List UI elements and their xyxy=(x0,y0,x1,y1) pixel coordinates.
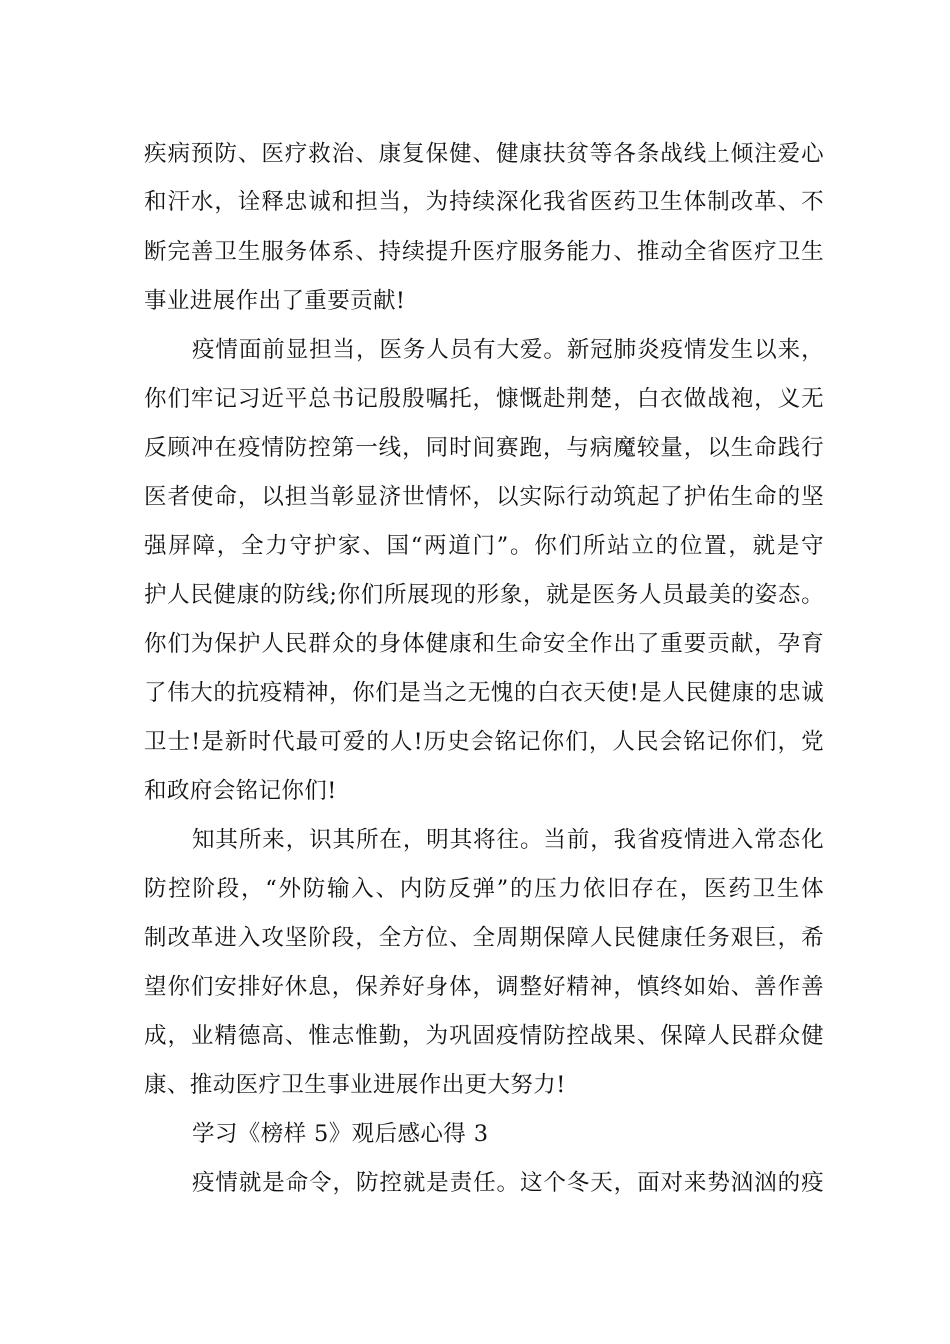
paragraph-line: 和汗水，诠释忠诚和担当，为持续深化我省医药卫生体制改革、不 xyxy=(144,189,824,215)
paragraph-line: 康、推动医疗卫生事业进展作出更大努力! xyxy=(144,1072,566,1098)
paragraph-line: 成，业精德高、惟志惟勤，为巩固疫情防控战果、保障人民群众健 xyxy=(144,1023,824,1049)
paragraph-line: 制改革进入攻坚阶段，全方位、全周期保障人民健康任务艰巨，希 xyxy=(144,925,824,951)
paragraph-line: 防控阶段，“外防输入、内防反弹”的压力依旧存在，医药卫生体 xyxy=(144,876,824,902)
paragraph-line: 卫士!是新时代最可爱的人!历史会铭记你们，人民会铭记你们，党 xyxy=(144,729,824,755)
paragraph-line: 知其所来，识其所在，明其将往。当前，我省疫情进入常态化 xyxy=(192,827,824,853)
paragraph-line: 望你们安排好休息，保养好身体，调整好精神，慎终如始、善作善 xyxy=(144,974,824,1000)
paragraph-line: 医者使命，以担当彰显济世情怀，以实际行动筑起了护佑生命的坚 xyxy=(144,484,824,510)
paragraph-line: 事业进展作出了重要贡献! xyxy=(144,288,406,314)
paragraph-line: 疫情就是命令，防控就是责任。这个冬天，面对来势汹汹的疫 xyxy=(192,1170,824,1196)
paragraph-line: 和政府会铭记你们! xyxy=(144,778,337,804)
paragraph-line: 强屏障，全力守护家、国“两道门”。你们所站立的位置，就是守 xyxy=(144,533,824,559)
paragraph-line: 护人民健康的防线;你们所展现的形象，就是医务人员最美的姿态。 xyxy=(144,582,824,608)
paragraph-line: 了伟大的抗疫精神，你们是当之无愧的白衣天使!是人民健康的忠诚 xyxy=(144,680,824,706)
paragraph-line: 疫情面前显担当，医务人员有大爱。新冠肺炎疫情发生以来， xyxy=(192,337,824,363)
paragraph-line: 你们为保护人民群众的身体健康和生命安全作出了重要贡献，孕育 xyxy=(144,631,824,657)
paragraph-line: 反顾冲在疫情防控第一线，同时间赛跑，与病魔较量，以生命践行 xyxy=(144,435,824,461)
paragraph-line: 断完善卫生服务体系、持续提升医疗服务能力、推动全省医疗卫生 xyxy=(144,239,824,265)
paragraph-line: 你们牢记习近平总书记殷殷嘱托，慷慨赴荆楚，白衣做战袍，义无 xyxy=(144,386,824,412)
paragraph-line: 疾病预防、医疗救治、康复保健、健康扶贫等各条战线上倾注爱心 xyxy=(144,141,824,167)
section-heading: 学习《榜样 5》观后感心得 3 xyxy=(192,1121,489,1147)
